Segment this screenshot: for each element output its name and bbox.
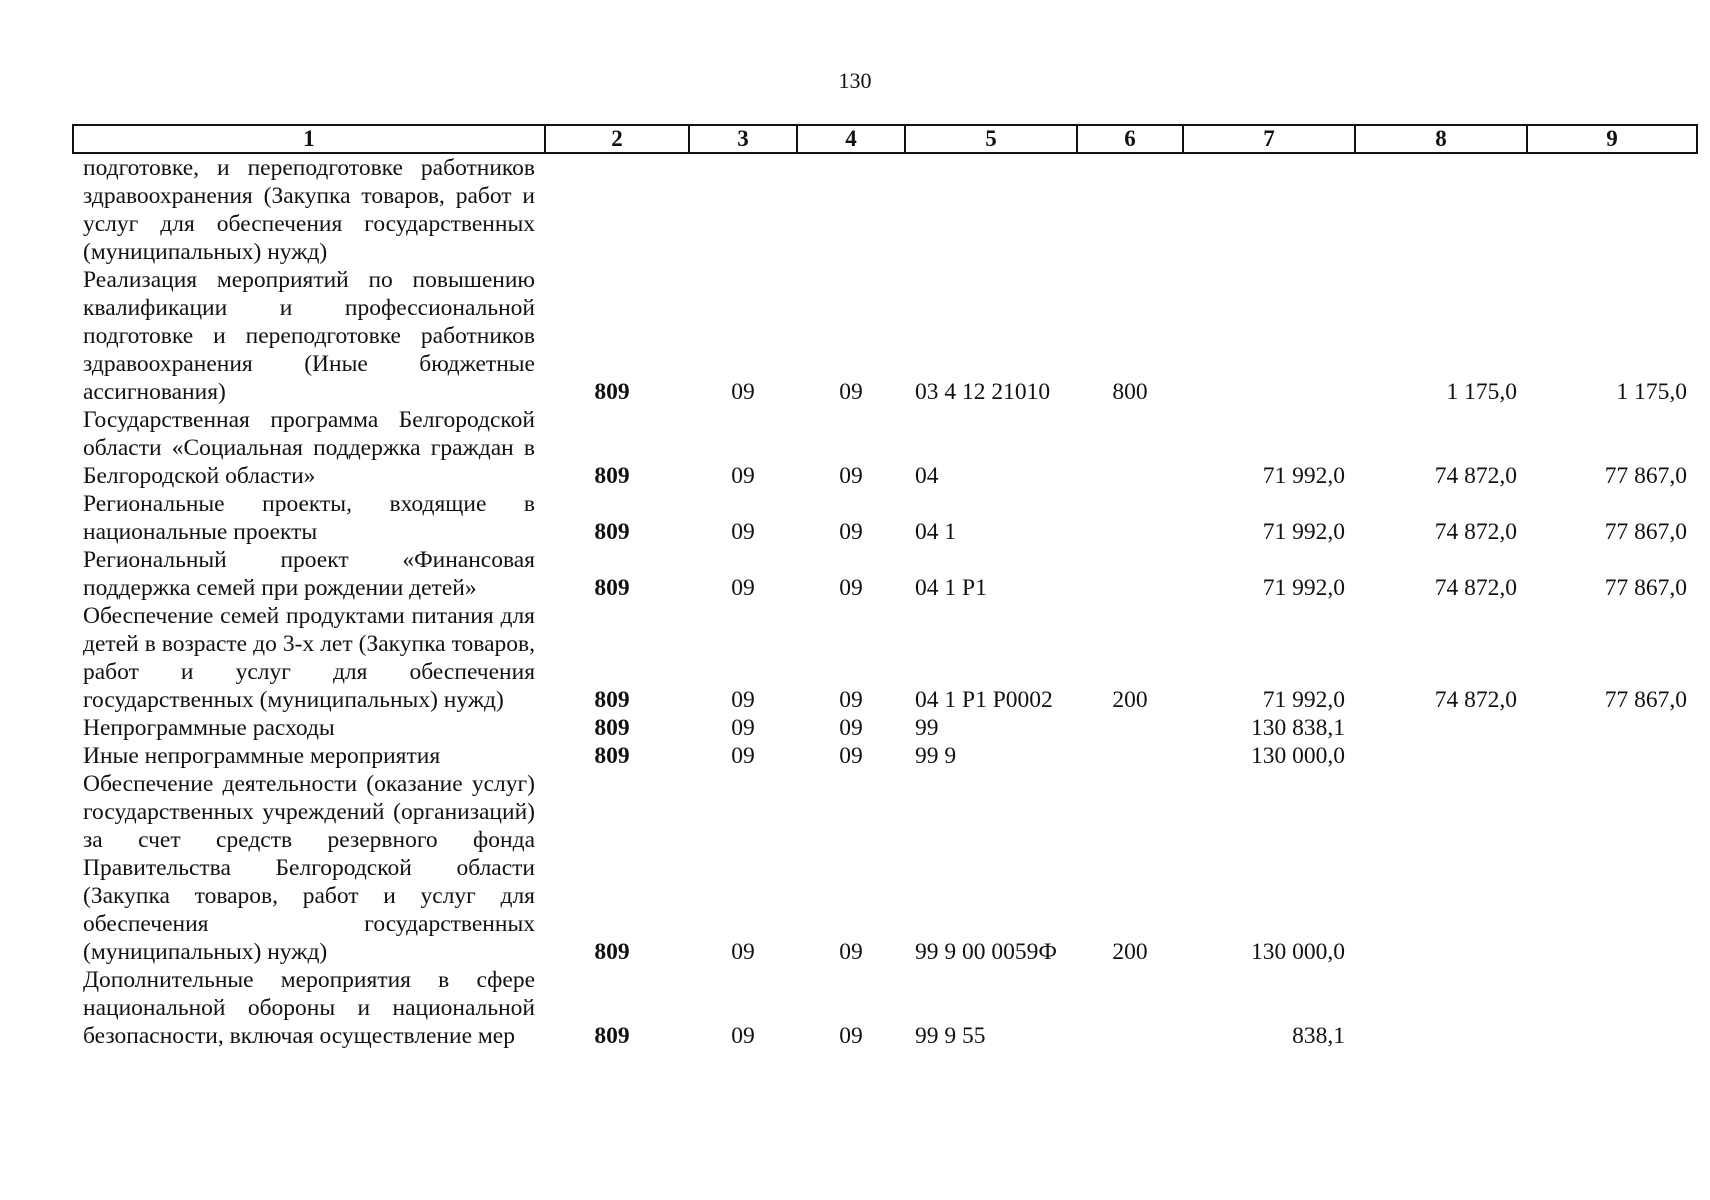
row-code: 809	[594, 687, 630, 713]
header-col-5: 5	[905, 125, 1077, 153]
table-row	[73, 770, 1697, 966]
row-value-9	[1527, 742, 1697, 770]
row-name: Государственная программа Белгородской области «Социальная поддержка граждан в Белгородской области»	[83, 407, 535, 489]
table-row	[73, 742, 1697, 770]
row-name: Обеспечение деятельности (оказание услуг) государственных учреждений (организаций) за счет средств резервного фонда Правительства Белгородской области (Закупка товаров, работ и услуг для обеспечения государственных (муниципальных) нужд)	[83, 771, 535, 965]
row-value-7: 838,1	[1292, 1023, 1345, 1049]
row-section: 09	[731, 379, 755, 405]
row-target: 04 1 Р1 Р0002	[915, 687, 1053, 713]
row-name: подготовке, и переподготовке работников здравоохранения (Закупка товаров, работ и услуг для обеспечения государственных (муниципальных) нужд)	[83, 155, 535, 265]
row-value-8	[1355, 770, 1527, 966]
row-value-7	[1183, 153, 1355, 266]
row-value-7: 71 992,0	[1262, 519, 1345, 545]
row-value-9	[1527, 770, 1697, 966]
row-section: 09	[731, 939, 755, 965]
header-col-4: 4	[797, 125, 905, 153]
table-row	[73, 714, 1697, 742]
row-name: Иные непрограммные мероприятия	[83, 743, 441, 769]
row-target: 99 9 55	[915, 1023, 986, 1049]
row-subsection: 09	[839, 715, 863, 741]
row-value-9	[1527, 966, 1697, 1050]
row-value-8	[1355, 966, 1527, 1050]
row-target: 99 9 00 0059Ф	[915, 939, 1057, 965]
row-value-8: 74 872,0	[1434, 687, 1517, 713]
row-target: 99	[915, 715, 939, 741]
row-code: 809	[594, 379, 630, 405]
header-col-2: 2	[545, 125, 689, 153]
budget-table	[72, 124, 1698, 1050]
row-value-7: 71 992,0	[1262, 687, 1345, 713]
row-value-9: 77 867,0	[1604, 463, 1687, 489]
header-col-3: 3	[689, 125, 797, 153]
header-row	[73, 125, 1697, 153]
row-section: 09	[731, 519, 755, 545]
row-type	[1077, 546, 1183, 602]
row-value-8	[1355, 714, 1527, 742]
row-name: Непрограммные расходы	[83, 715, 335, 741]
row-name: Региональный проект «Финансовая поддержка семей при рождении детей»	[83, 547, 535, 601]
table-header	[73, 125, 1697, 153]
row-code: 809	[594, 1023, 630, 1049]
page-number: 130	[838, 68, 872, 93]
row-value-7: 130 000,0	[1251, 743, 1345, 769]
row-value-9: 1 175,0	[1616, 379, 1687, 405]
row-subsection: 09	[839, 463, 863, 489]
row-target	[905, 153, 1077, 266]
table-row	[73, 966, 1697, 1050]
row-value-9: 77 867,0	[1604, 575, 1687, 601]
header-col-8: 8	[1355, 125, 1527, 153]
row-value-7: 130 000,0	[1251, 939, 1345, 965]
row-type: 200	[1112, 687, 1148, 713]
row-type	[1077, 153, 1183, 266]
header-col-9: 9	[1527, 125, 1697, 153]
row-code: 809	[594, 715, 630, 741]
row-code: 809	[594, 743, 630, 769]
row-value-9: 77 867,0	[1604, 519, 1687, 545]
row-value-7: 71 992,0	[1262, 463, 1345, 489]
table-row	[73, 490, 1697, 546]
row-section	[689, 153, 797, 266]
table-row	[73, 546, 1697, 602]
row-section: 09	[731, 575, 755, 601]
table-row	[73, 602, 1697, 714]
row-name: Обеспечение семей продуктами питания для детей в возрасте до 3-х лет (Закупка товаров, работ и услуг для обеспечения государственных (муниципальных) нужд)	[83, 603, 535, 713]
row-name: Региональные проекты, входящие в национальные проекты	[83, 491, 535, 545]
row-target: 04 1	[915, 519, 957, 545]
row-section: 09	[731, 743, 755, 769]
row-subsection: 09	[839, 379, 863, 405]
header-col-1: 1	[73, 125, 545, 153]
row-subsection: 09	[839, 939, 863, 965]
header-col-7: 7	[1183, 125, 1355, 153]
row-code: 809	[594, 939, 630, 965]
row-value-8: 1 175,0	[1446, 379, 1517, 405]
header-col-6: 6	[1077, 125, 1183, 153]
row-value-9	[1527, 153, 1697, 266]
row-subsection: 09	[839, 575, 863, 601]
row-name: Реализация мероприятий по повышению квалификации и профессиональной подготовке и переподготовке работников здравоохранения (Иные бюджетные ассигнования)	[83, 267, 535, 405]
row-code: 809	[594, 463, 630, 489]
row-subsection: 09	[839, 1023, 863, 1049]
row-value-8: 74 872,0	[1434, 575, 1517, 601]
row-target: 99 9	[915, 743, 957, 769]
row-type: 200	[1112, 939, 1148, 965]
row-value-8: 74 872,0	[1434, 463, 1517, 489]
row-section: 09	[731, 463, 755, 489]
row-target: 03 4 12 21010	[915, 379, 1051, 405]
row-type	[1077, 490, 1183, 546]
row-code	[545, 153, 689, 266]
row-value-8	[1355, 742, 1527, 770]
row-name: Дополнительные мероприятия в сфере национальной обороны и национальной безопасности, включая осуществление мер	[83, 967, 535, 1049]
row-target: 04	[915, 463, 939, 489]
row-section: 09	[731, 715, 755, 741]
row-type	[1077, 714, 1183, 742]
row-section: 09	[731, 1023, 755, 1049]
row-value-7	[1183, 266, 1355, 406]
table-row	[73, 153, 1697, 266]
row-target: 04 1 Р1	[915, 575, 987, 601]
row-code: 809	[594, 575, 630, 601]
row-subsection: 09	[839, 743, 863, 769]
row-value-7: 71 992,0	[1262, 575, 1345, 601]
row-subsection	[797, 153, 905, 266]
table-row	[73, 406, 1697, 490]
row-value-9	[1527, 714, 1697, 742]
row-type	[1077, 406, 1183, 490]
row-value-8: 74 872,0	[1434, 519, 1517, 545]
row-code: 809	[594, 519, 630, 545]
row-value-7: 130 838,1	[1251, 715, 1345, 741]
budget-table-container	[72, 124, 1696, 1050]
row-section: 09	[731, 687, 755, 713]
row-subsection: 09	[839, 687, 863, 713]
row-type: 800	[1112, 379, 1148, 405]
table-row	[73, 266, 1697, 406]
row-type	[1077, 966, 1183, 1050]
row-value-8	[1355, 153, 1527, 266]
table-body	[73, 153, 1697, 1050]
row-subsection: 09	[839, 519, 863, 545]
row-type	[1077, 742, 1183, 770]
row-value-9: 77 867,0	[1604, 687, 1687, 713]
